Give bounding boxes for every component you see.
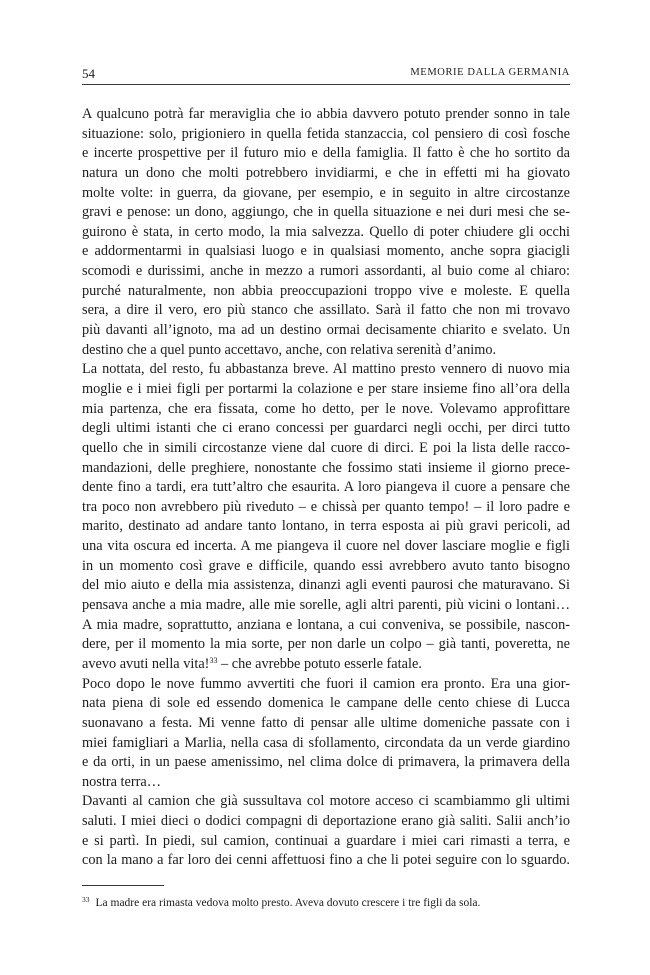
text-line: più davanti all’ignoto, ma ad un destino ormai decisamente chiarito e svelato. Un <box>82 322 570 339</box>
footnote-reference[interactable]: 33 <box>209 655 218 665</box>
book-page <box>82 0 570 975</box>
text-line: guirono è stata, in certo modo, la mia salvezza. Quello di poter chiudere gli occhi <box>82 223 570 240</box>
text-line: dere, per il momento la mia sorte, per non darle un colpo – già tanti, poveretta, ne <box>82 636 570 653</box>
text-line: mandazioni, delle preghiere, nonostante che fossimo stati insieme il giorno prece- <box>82 459 570 476</box>
text-fragment: avevo avuti nella vita! <box>82 655 210 672</box>
text-line: miei famigliari a Marlia, nella casa di sfollamento, circondata da un verde giardino <box>82 734 570 751</box>
text-line: una vita oscura ed incerta. A me piangeva il cuore nel dover lasciare moglie e figli <box>82 538 570 555</box>
paragraph <box>82 105 570 360</box>
text-line: A qualcuno potrà far meraviglia che io abbia davvero potuto prender sonno in tale <box>82 106 570 122</box>
text-line: saluti. I miei dieci o dodici compagni di deportazione erano già saliti. Salii anch’io <box>82 813 570 830</box>
text-line: moglie e i miei figli per portarmi la colazione e per stare insieme fino all’ora della <box>82 380 570 397</box>
paragraph <box>82 792 570 871</box>
text-line: gravi e penose: un dono, aggiungo, che in quella situazione e nei duri mesi che se- <box>82 204 570 221</box>
text-line: nata piena di sole ed essendo domenica le campane delle cento chiese di Lucca <box>82 695 570 712</box>
paragraph <box>82 675 570 793</box>
text-line: pensava anche a mia madre, alle mie sorelle, agli altri parenti, più vicini o lontani… <box>82 597 570 614</box>
footnote-divider <box>82 885 164 886</box>
page-number: 54 <box>82 66 95 81</box>
text-line: mia partenza, che era fissata, come ho detto, per le nove. Volevamo approfittare <box>82 400 570 417</box>
text-line: Poco dopo le nove fummo avvertiti che fuori il camion era pronto. Era una gior- <box>82 675 570 692</box>
text-line: nostra terra… <box>82 773 161 790</box>
footnote-number: 33 <box>82 895 90 904</box>
running-title: MEMORIE DALLA GERMANIA <box>410 67 570 78</box>
text-line: e si partì. In piedi, sul camion, continuai a guardare i miei cari rimasti a terra, e <box>82 832 570 849</box>
text-line: scomodi e durissimi, anche in mezzo a rumori assordanti, al buio come al chiaro: <box>82 263 570 280</box>
text-line: molte volte: in guerra, da giovane, per esempio, e in seguito in altre circostanze <box>82 184 570 201</box>
text-line: dente fino a tardi, era tutt’altro che esaurita. A loro piangeva il cuore a pensare che <box>82 479 570 496</box>
text-line: degli ultimi istanti che ci erano concessi per guardarci negli occhi, per dirci tutto <box>82 420 570 437</box>
text-fragment: – che avrebbe potuto esserle fatale. <box>217 655 422 672</box>
text-line: quello che in simili circostanze viene dal cuore di dirci. E poi la lista delle racco- <box>82 439 570 456</box>
text-line: sera, a dire il vero, ero più stanco che assillato. Sarà il fatto che non mi trovavo <box>82 302 570 319</box>
text-line: A mia madre, soprattutto, anziana e lontana, a cui conveniva, se possibile, nascon- <box>82 616 570 633</box>
text-line: suonavano a festa. Mi venne fatto di pensar alle ultime domeniche passate con i <box>82 714 570 731</box>
text-line: del mio aiuto e della mia assistenza, dinanzi agli eventi paurosi che maturavano. Si <box>82 577 570 594</box>
text-line: e addormentarmi in qualsiasi luogo e in qualsiasi momento, anche sopra giacigli <box>82 243 570 260</box>
paragraph <box>82 360 570 674</box>
text-line: destino che a quel punto accettavo, anche, con relativa serenità d’animo. <box>82 341 497 358</box>
text-line: con la mano a far loro dei cenni affettuosi fino a che li potei seguire con lo sguardo. <box>82 852 570 869</box>
text-line: situazione: solo, prigioniero in quella fetida stanzaccia, col pensiero di così fosche <box>82 125 570 142</box>
body-text <box>82 105 570 871</box>
text-line: e incerte prospettive per il futuro mio e della famiglia. Il fatto è che ho sortito da <box>82 145 570 162</box>
text-line: Davanti al camion che già sussultava col motore acceso ci scambiammo gli ultimi <box>82 793 570 810</box>
footnote-text: La madre era rimasta vedova molto presto. Aveva dovuto crescere i tre figli da sola. <box>95 897 481 909</box>
text-line: La nottata, del resto, fu abbastanza breve. Al mattino presto vennero di nuovo mia <box>82 361 570 378</box>
text-line: purché naturalmente, non abbia preoccupazioni troppo vive e moleste. E quella <box>82 282 570 299</box>
text-line: marito, destinato ad andare tanto lontano, in terra esposta ai più gravi pericoli, ad <box>82 518 570 535</box>
text-line: natura un dono che molti potrebbero invidiarmi, e che in effetti mi ha giovato <box>82 164 570 181</box>
footnote <box>82 892 570 911</box>
page-header <box>82 64 570 85</box>
text-line: in un momento così grave e difficile, quando essi avrebbero avuto tanto bisogno <box>82 557 570 574</box>
text-line: tra poco non avrebbero più riveduto – e chissà per quanto tempo! – il loro padre e <box>82 498 570 515</box>
text-line <box>82 655 570 675</box>
text-line: e da orti, in un paese amenissimo, nel clima dolce di primavera, la primavera della <box>82 754 570 771</box>
